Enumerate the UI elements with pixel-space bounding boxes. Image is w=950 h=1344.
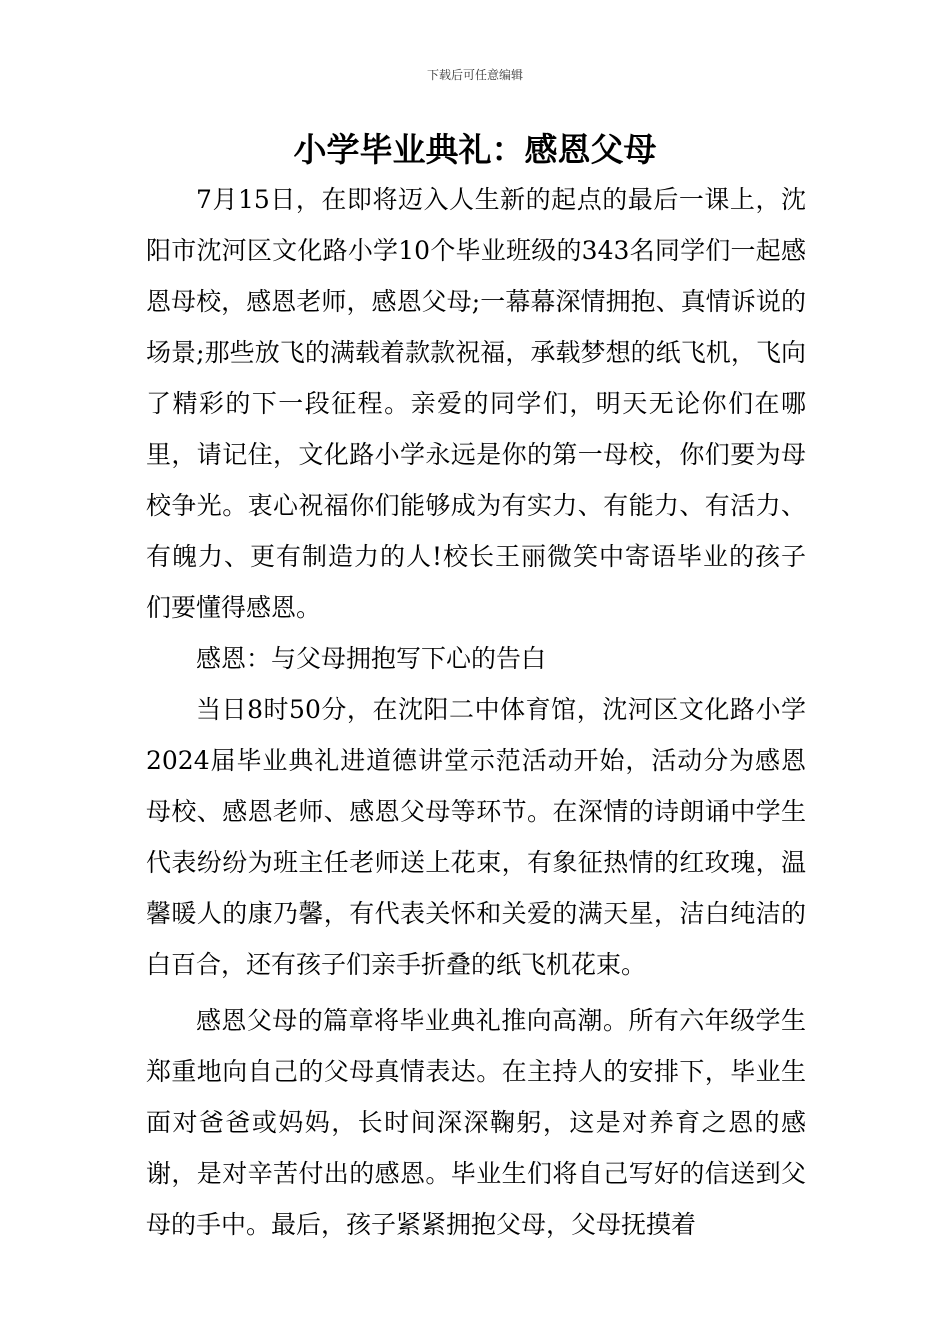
paragraph-intro: 7月15日，在即将迈入人生新的起点的最后一课上，沈阳市沈河区文化路小学10个毕业班级的343名同学们一起感恩母校，感恩老师，感恩父母;一幕幕深情拥抱、真情诉说的场景;那些放飞的满载着款款祝福，承载梦想的纸飞机，飞向了精彩的下一段征程。亲爱的同学们，明天无论你们在哪里，请记住，文化路小学永远是你的第一母校，你们要为母校争光。衷心祝福你们能够成为有实力、有能力、有活力、有魄力、更有制造力的人!校长王丽微笑中寄语毕业的孩子们要懂得感恩。 xyxy=(146,185,806,622)
header-note: 下载后可任意编辑 xyxy=(426,68,523,82)
paragraph-parents: 感恩父母的篇章将毕业典礼推向高潮。所有六年级学生郑重地向自己的父母真情表达。在主持人的安排下，毕业生面对爸爸或妈妈，长时间深深鞠躬，这是对养育之恩的感谢，是对辛苦付出的感恩。毕业生们将自己写好的信送到父母的手中。最后，孩子紧紧拥抱父母，父母抚摸着 xyxy=(146,1006,806,1239)
paragraph-subheading: 感恩：与父母拥抱写下心的告白 xyxy=(196,644,547,673)
document-body xyxy=(146,174,806,1250)
document-title: 小学毕业典礼：感恩父母 xyxy=(293,130,657,169)
paragraph-ceremony: 当日8时50分，在沈阳二中体育馆，沈河区文化路小学2024届毕业典礼进道德讲堂示范活动开始，活动分为感恩母校、感恩老师、感恩父母等环节。在深情的诗朗诵中学生代表纷纷为班主任老师送上花束，有象征热情的红玫瑰，温馨暖人的康乃馨，有代表关怀和关爱的满天星，洁白纯洁的白百合，还有孩子们亲手折叠的纸飞机花束。 xyxy=(146,695,806,979)
